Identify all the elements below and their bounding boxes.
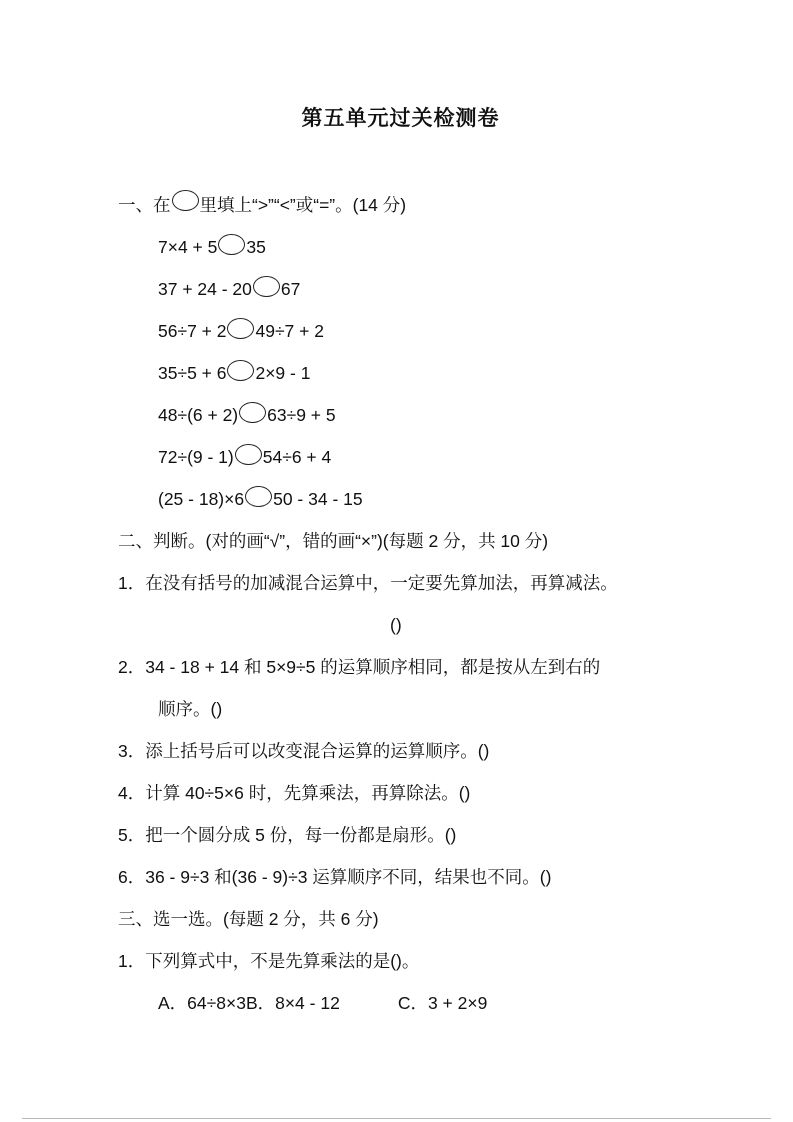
comparison-row xyxy=(118,394,683,436)
section2-judge xyxy=(118,520,683,898)
expression-right: 49÷7 + 2 xyxy=(255,321,324,341)
expression-right: 67 xyxy=(280,279,301,299)
section3-heading: 三、选一选。(每题 2 分，共 6 分) xyxy=(118,909,379,929)
answer-circle-icon xyxy=(227,360,254,381)
section1-heading xyxy=(118,184,683,226)
expression-left: 48÷(6 + 2) xyxy=(158,405,239,425)
judge-question-1-answer: () xyxy=(390,615,402,635)
comparison-row xyxy=(118,352,683,394)
expression-left: 56÷7 + 2 xyxy=(158,321,227,341)
answer-circle-icon xyxy=(218,234,245,255)
expression-left: 37 + 24 - 20 xyxy=(158,279,252,299)
expression-left: 72÷(9 - 1) xyxy=(158,447,234,467)
judge-question-5: 5．把一个圆分成 5 份，每一份都是扇形。() xyxy=(118,825,457,845)
blank-circle-icon xyxy=(172,190,199,211)
comparison-row xyxy=(118,226,683,268)
option-c: C．3 + 2×9 xyxy=(397,993,488,1013)
judge-question-2-line1: 2．34 - 18 + 14 和 5×9÷5 的运算顺序相同，都是按从左到右的 xyxy=(118,657,601,677)
judge-question-4: 4．计算 40÷5×6 时，先算乘法，再算除法。() xyxy=(118,783,471,803)
expression-right: 35 xyxy=(246,237,266,257)
answer-circle-icon xyxy=(235,444,262,465)
answer-circle-icon xyxy=(227,318,254,339)
option-a: A．64÷8×3 xyxy=(158,993,246,1013)
comparison-row xyxy=(118,310,683,352)
judge-question-2-line2: 顺序。() xyxy=(158,699,223,719)
judge-question-1: 1．在没有括号的加减混合运算中，一定要先算加法，再算减法。 xyxy=(118,573,618,593)
comparison-row xyxy=(118,436,683,478)
section2-heading: 二、判断。(对的画“√”，错的画“×”)(每题 2 分，共 10 分) xyxy=(118,531,549,551)
answer-circle-icon xyxy=(239,402,266,423)
judge-question-3: 3．添上括号后可以改变混合运算的运算顺序。() xyxy=(118,741,490,761)
expression-left: 35÷5 + 6 xyxy=(158,363,227,383)
expression-right: 2×9 - 1 xyxy=(255,363,311,383)
section1-heading-suffix: 里填上“>”“<”或“=”。(14 分) xyxy=(199,195,407,215)
expression-left: 7×4 + 5 xyxy=(158,237,218,257)
answer-circle-icon xyxy=(253,276,280,297)
section3-choice xyxy=(118,898,683,1024)
page-bottom-divider xyxy=(22,1118,771,1119)
expression-right: 50 - 34 - 15 xyxy=(273,489,363,509)
choice-question-1-options xyxy=(118,982,683,1024)
comparison-row xyxy=(118,268,683,310)
option-b: B．8×4 - 12 xyxy=(245,993,340,1013)
section1-heading-prefix: 一、在 xyxy=(118,195,171,215)
section1-compare xyxy=(118,184,683,520)
judge-question-6: 6．36 - 9÷3 和(36 - 9)÷3 运算顺序不同，结果也不同。() xyxy=(118,867,552,887)
expression-right: 54÷6 + 4 xyxy=(262,447,332,467)
answer-circle-icon xyxy=(245,486,272,507)
comparison-row xyxy=(118,478,683,520)
choice-question-1: 1．下列算式中，不是先算乘法的是()。 xyxy=(118,951,420,971)
expression-right: 63÷9 + 5 xyxy=(267,405,336,425)
page-title: 第五单元过关检测卷 xyxy=(301,107,500,130)
expression-left: (25 - 18)×6 xyxy=(158,489,245,509)
